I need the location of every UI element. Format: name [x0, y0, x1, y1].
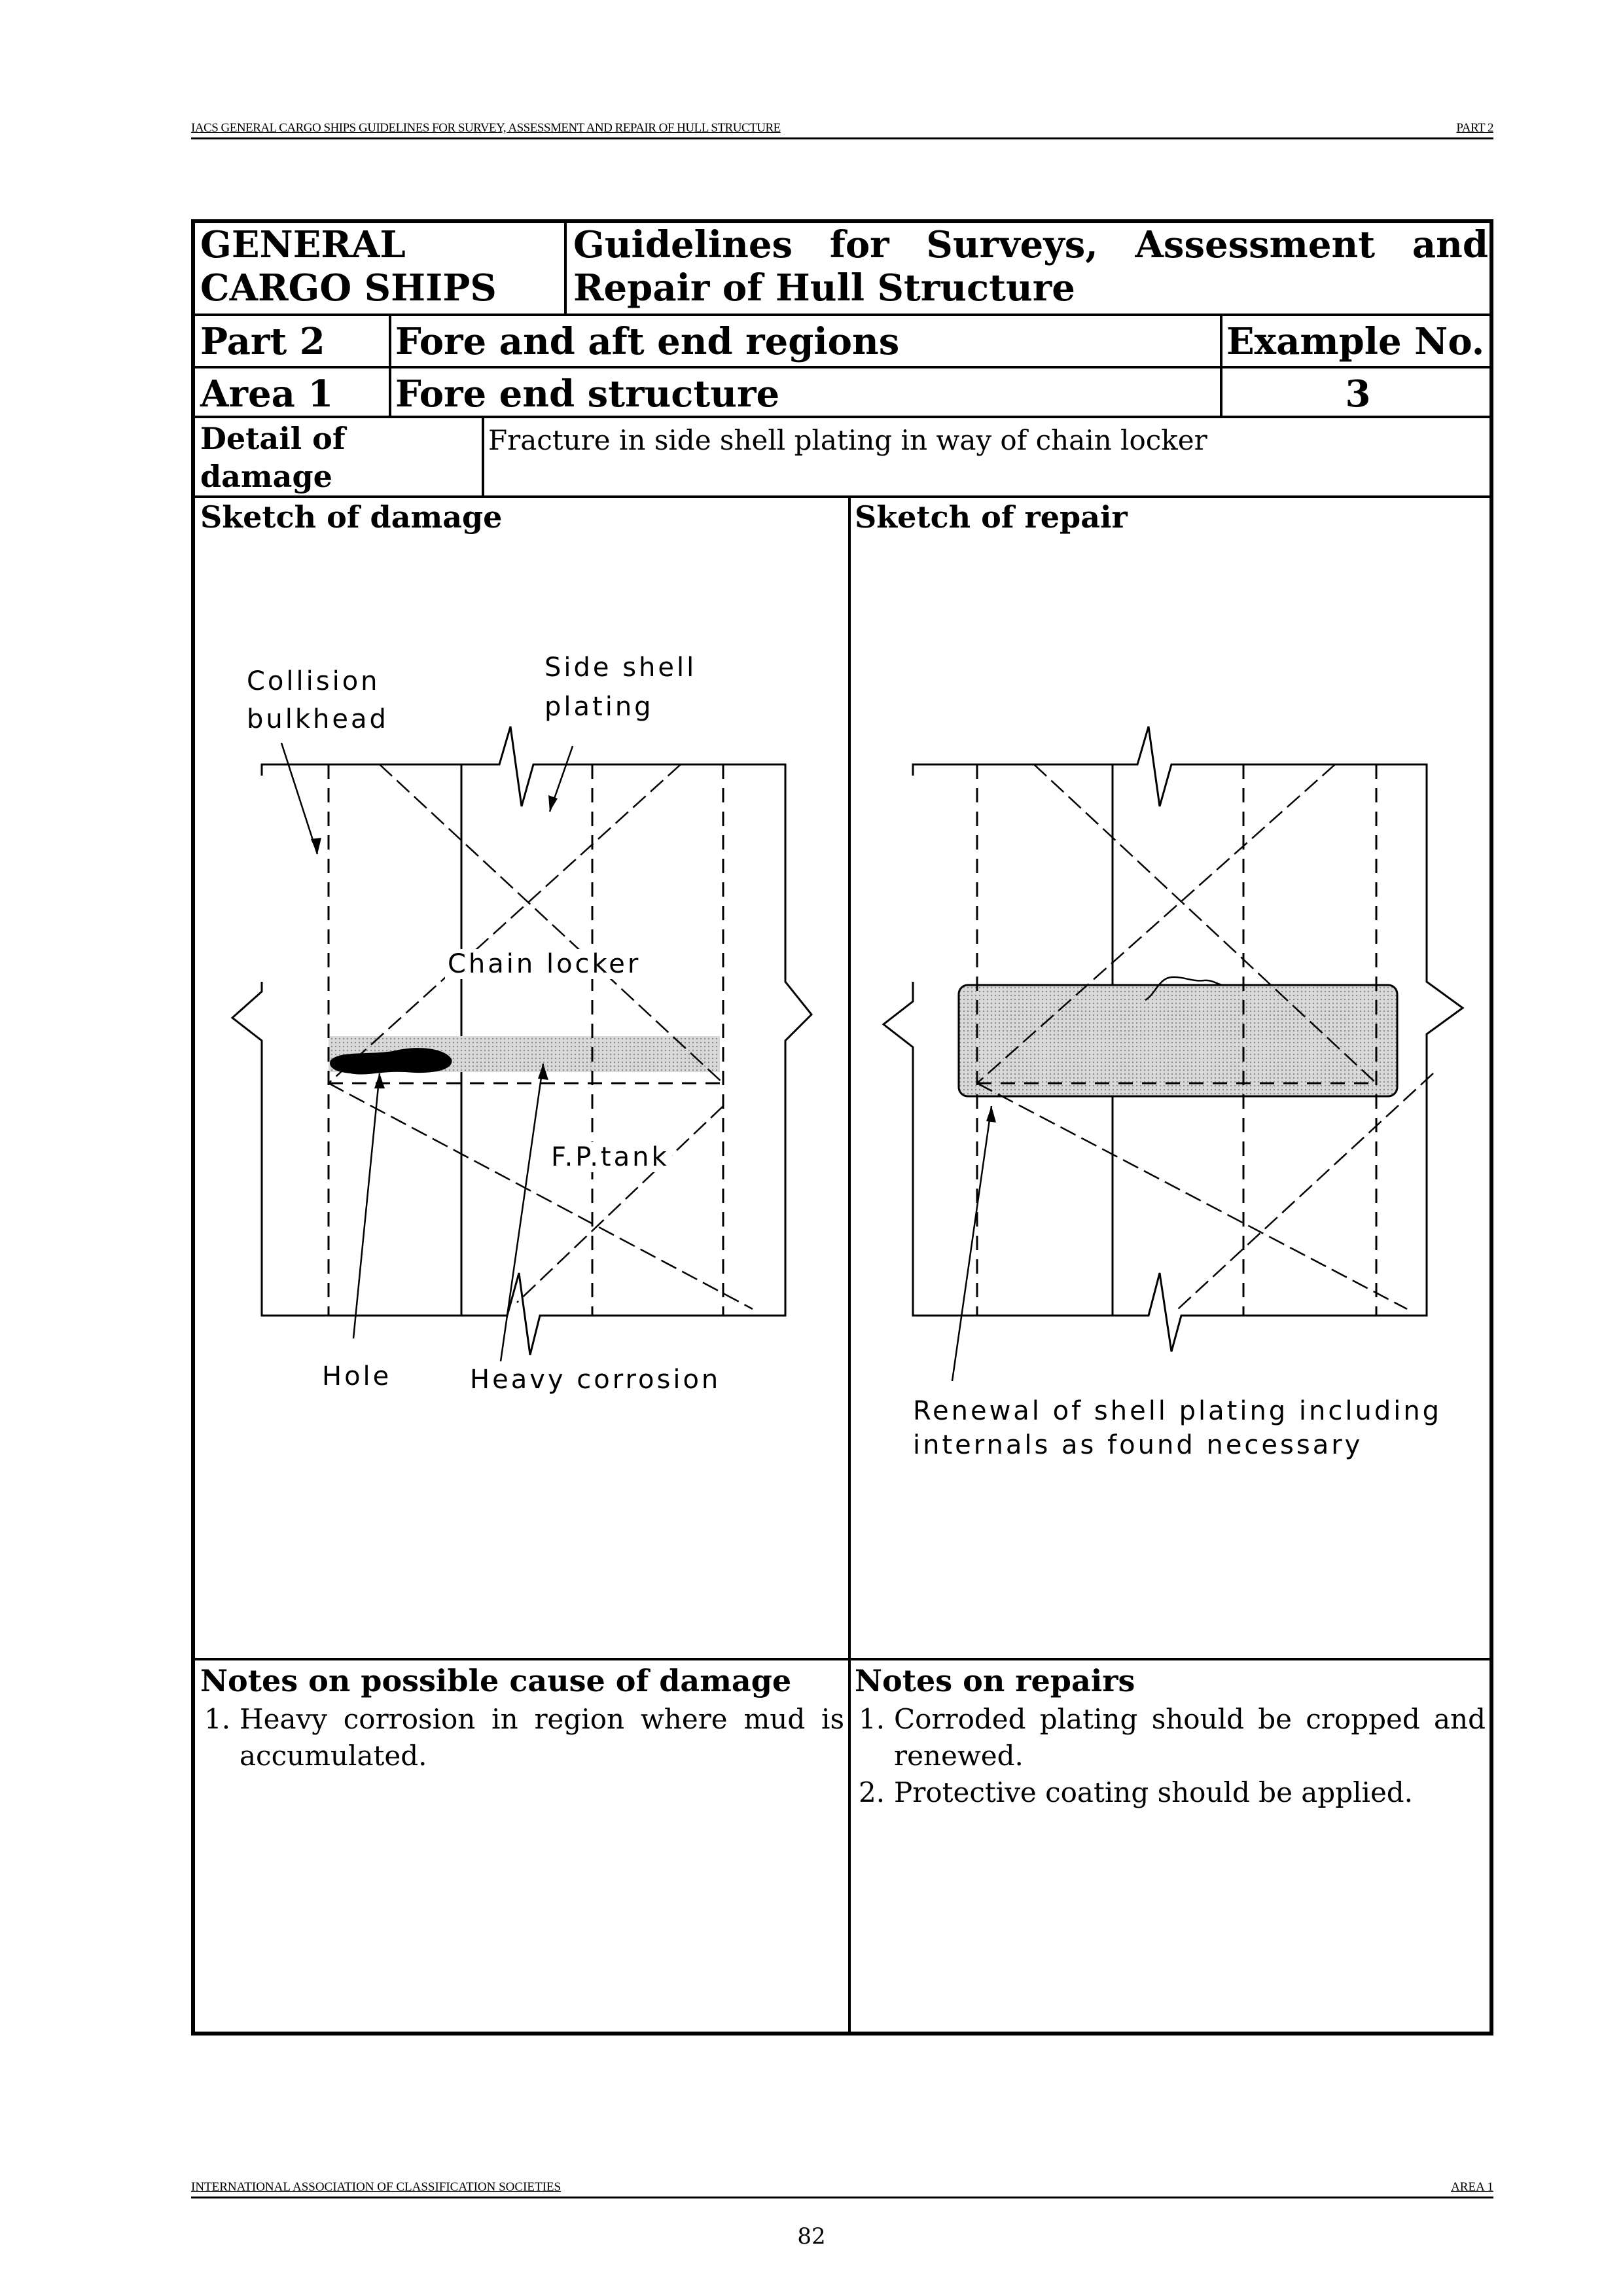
header-part: PART 2 [1456, 121, 1493, 135]
notes-cause-title: Notes on possible cause of damage [200, 1663, 792, 1698]
collision-bulkhead-label [247, 662, 389, 738]
sketch-repair-title: Sketch of repair [855, 499, 1128, 535]
chain-locker-label: Chain locker [445, 949, 643, 979]
detail-label-line2: damage [200, 459, 332, 494]
guidelines-line1: Guidelines for Surveys, Assessment and [573, 223, 1488, 266]
guidelines-line2: Repair of Hull Structure [573, 266, 1075, 310]
collision-label-line1: Collision [247, 666, 380, 696]
detail-text: Fracture in side shell plating in way of chain locker [488, 424, 1207, 456]
notes-repair-title: Notes on repairs [855, 1663, 1135, 1698]
ship-type-line1: GENERAL [200, 223, 406, 266]
footer-area: AREA 1 [1451, 2180, 1493, 2194]
renewal-label-line1: Renewal of shell plating including [913, 1396, 1442, 1426]
note-text: Protective coating should be applied. [894, 1776, 1414, 1808]
example-label: Example No. [1226, 320, 1485, 363]
area-label: Area 1 [200, 372, 334, 416]
note-text: Heavy corrosion in region where mud is accumulated. [240, 1703, 844, 1772]
sideshell-label-line2: plating [544, 692, 654, 722]
header-title: IACS GENERAL CARGO SHIPS GUIDELINES FOR SURVEY, ASSESSMENT AND REPAIR OF HULL STRUCTURE [191, 121, 781, 135]
area-title: Fore end structure [395, 372, 780, 416]
footer-org: INTERNATIONAL ASSOCIATION OF CLASSIFICATION SOCIETIES [191, 2180, 562, 2194]
detail-label-line1: Detail of [200, 421, 346, 456]
example-number: 3 [1345, 372, 1371, 416]
heavy-corrosion-label: Heavy corrosion [470, 1365, 721, 1395]
renewal-label-line2: internals as found necessary [913, 1430, 1363, 1460]
repair-arrowheads [986, 1106, 996, 1122]
page-number: 82 [797, 2223, 826, 2250]
part-label: Part 2 [200, 320, 325, 363]
side-shell-label [544, 648, 696, 726]
note-number: 1. [204, 1703, 231, 1735]
fp-tank-label: F.P.tank [548, 1142, 672, 1172]
hole-label: Hole [322, 1361, 392, 1391]
ship-type-line2: CARGO SHIPS [200, 266, 497, 310]
part-title: Fore and aft end regions [395, 320, 900, 363]
sketch-damage-title: Sketch of damage [200, 499, 503, 535]
running-footer [191, 2179, 1493, 2198]
renewal-label [913, 1394, 1442, 1462]
note-text: Corroded plating should be cropped and renewed. [894, 1703, 1486, 1772]
repair-leaders [952, 1106, 991, 1381]
note-number: 2. [859, 1776, 885, 1808]
sideshell-label-line1: Side shell [544, 653, 697, 683]
collision-label-line2: bulkhead [247, 704, 389, 734]
note-number: 1. [859, 1703, 885, 1735]
